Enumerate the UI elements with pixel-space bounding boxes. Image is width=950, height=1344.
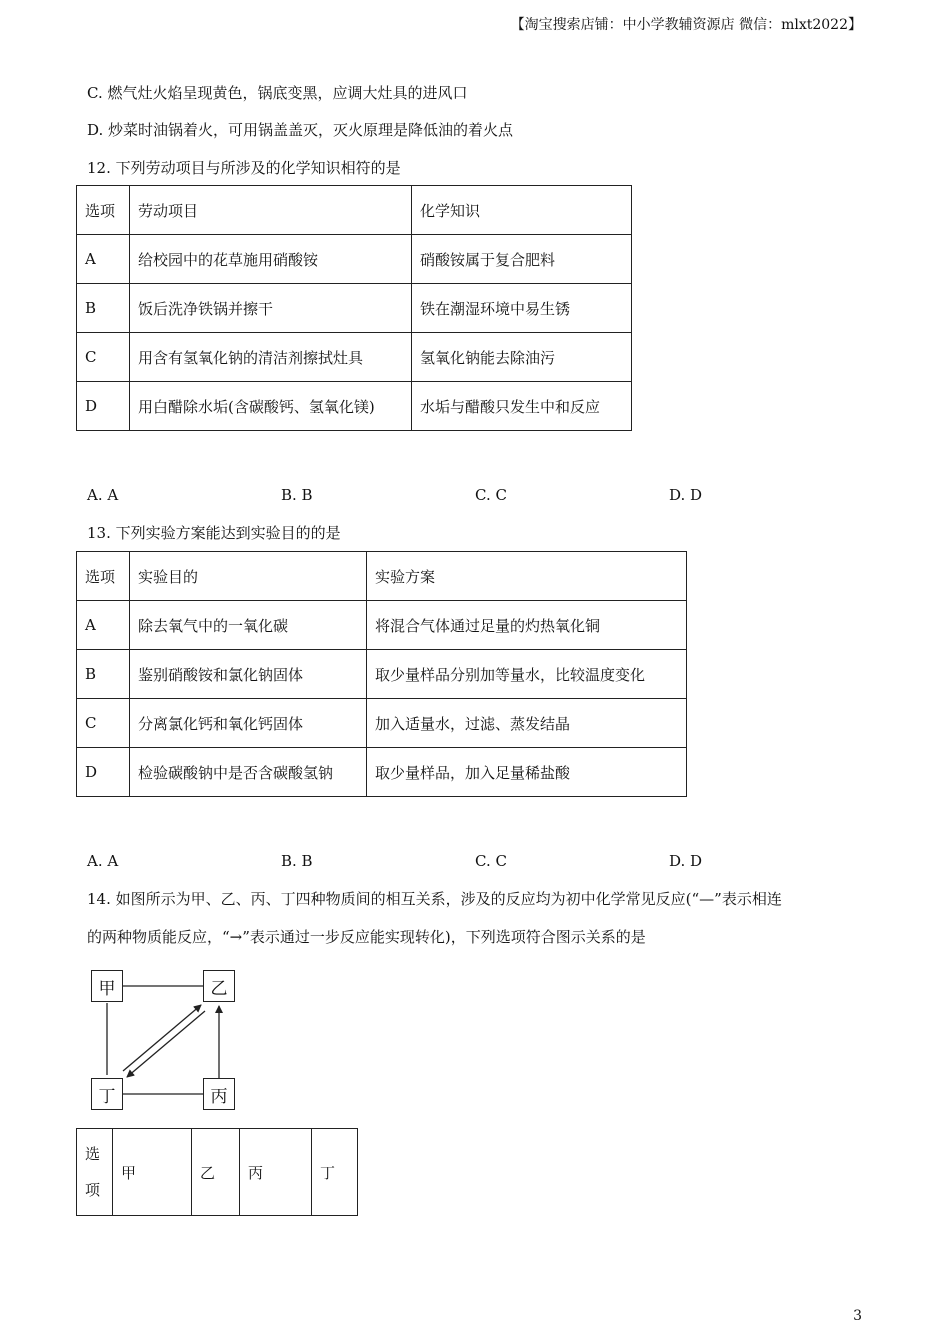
table-row: [77, 699, 687, 748]
table-cell: 硝酸铵属于复合肥料: [412, 235, 632, 284]
table-cell: 铁在潮湿环境中易生锈: [412, 284, 632, 333]
table-header: 甲: [113, 1129, 192, 1216]
q12-choices: [87, 486, 867, 504]
table-cell: 检验碳酸钠中是否含碳酸氢钠: [130, 748, 367, 797]
table-header: 实验目的: [130, 552, 367, 601]
table-cell: D: [77, 748, 130, 797]
q13-stem: 13. 下列实验方案能达到实验目的的是: [87, 524, 341, 542]
node-ding: 丁: [91, 1078, 123, 1110]
choice-b: B. B: [281, 852, 313, 870]
table-cell: 取少量样品分别加等量水，比较温度变化: [367, 650, 687, 699]
table-cell: 鉴别硝酸铵和氯化钠固体: [130, 650, 367, 699]
table-cell: C: [77, 699, 130, 748]
table-cell: 取少量样品，加入足量稀盐酸: [367, 748, 687, 797]
arrow-ding-to-yi: [123, 1005, 201, 1071]
table-header: 丁: [312, 1129, 358, 1216]
table-header-row: [77, 1129, 358, 1216]
node-yi: 乙: [203, 970, 235, 1002]
table-header: 选项: [77, 552, 130, 601]
choice-d: D. D: [669, 852, 703, 870]
table-header: 选项: [77, 186, 130, 235]
q11-option-d: D. 炒菜时油锅着火，可用锅盖盖灭，灭火原理是降低油的着火点: [87, 121, 514, 139]
choice-c: C. C: [475, 852, 507, 870]
table-row: [77, 382, 632, 431]
table-cell: 除去氧气中的一氧化碳: [130, 601, 367, 650]
arrow-yi-to-ding: [127, 1011, 205, 1077]
table-header: 实验方案: [367, 552, 687, 601]
table-cell: 用白醋除水垢(含碳酸钙、氢氧化镁): [130, 382, 412, 431]
table-cell: A: [77, 235, 130, 284]
q12-stem: 12. 下列劳动项目与所涉及的化学知识相符的是: [87, 159, 401, 177]
table-cell: 加入适量水，过滤、蒸发结晶: [367, 699, 687, 748]
table-cell: 饭后洗净铁锅并擦干: [130, 284, 412, 333]
table-cell: 给校园中的花草施用硝酸铵: [130, 235, 412, 284]
choice-a: A. A: [87, 486, 119, 504]
q13-table: [76, 551, 687, 797]
table-row: [77, 333, 632, 382]
table-row: [77, 748, 687, 797]
choice-b: B. B: [281, 486, 313, 504]
table-cell: 将混合气体通过足量的灼热氧化铜: [367, 601, 687, 650]
q14-relation-diagram: [87, 962, 247, 1122]
q14-stem-line2: 的两种物质能反应，“→”表示通过一步反应能实现转化)，下列选项符合图示关系的是: [87, 928, 646, 946]
table-cell: B: [77, 650, 130, 699]
table-header: 选 项: [77, 1129, 113, 1216]
table-header: 劳动项目: [130, 186, 412, 235]
table-cell: B: [77, 284, 130, 333]
table-cell: 分离氯化钙和氧化钙固体: [130, 699, 367, 748]
table-cell: D: [77, 382, 130, 431]
table-row: [77, 601, 687, 650]
table-cell: 水垢与醋酸只发生中和反应: [412, 382, 632, 431]
q14-table: [76, 1128, 358, 1216]
choice-a: A. A: [87, 852, 119, 870]
q14-stem-line1: 14. 如图所示为甲、乙、丙、丁四种物质间的相互关系，涉及的反应均为初中化学常见反应(“—”表示相连: [87, 890, 782, 908]
table-row: [77, 650, 687, 699]
table-header: 丙: [240, 1129, 312, 1216]
page-header: 【淘宝搜索店铺：中小学教辅资源店 微信：mlxt2022】: [510, 17, 862, 33]
table-row: [77, 235, 632, 284]
choice-c: C. C: [475, 486, 507, 504]
table-header: 化学知识: [412, 186, 632, 235]
choice-d: D. D: [669, 486, 703, 504]
q11-option-c: C. 燃气灶火焰呈现黄色，锅底变黑，应调大灶具的进风口: [87, 84, 468, 102]
table-row: [77, 284, 632, 333]
q13-choices: [87, 852, 867, 870]
q12-table: [76, 185, 632, 431]
node-bing: 丙: [203, 1078, 235, 1110]
table-cell: 氢氧化钠能去除油污: [412, 333, 632, 382]
table-header: 乙: [192, 1129, 240, 1216]
table-cell: 用含有氢氧化钠的清洁剂擦拭灶具: [130, 333, 412, 382]
table-header-row: [77, 552, 687, 601]
table-cell: C: [77, 333, 130, 382]
page-number: 3: [853, 1308, 862, 1324]
table-cell: A: [77, 601, 130, 650]
node-jia: 甲: [91, 970, 123, 1002]
table-header-row: [77, 186, 632, 235]
